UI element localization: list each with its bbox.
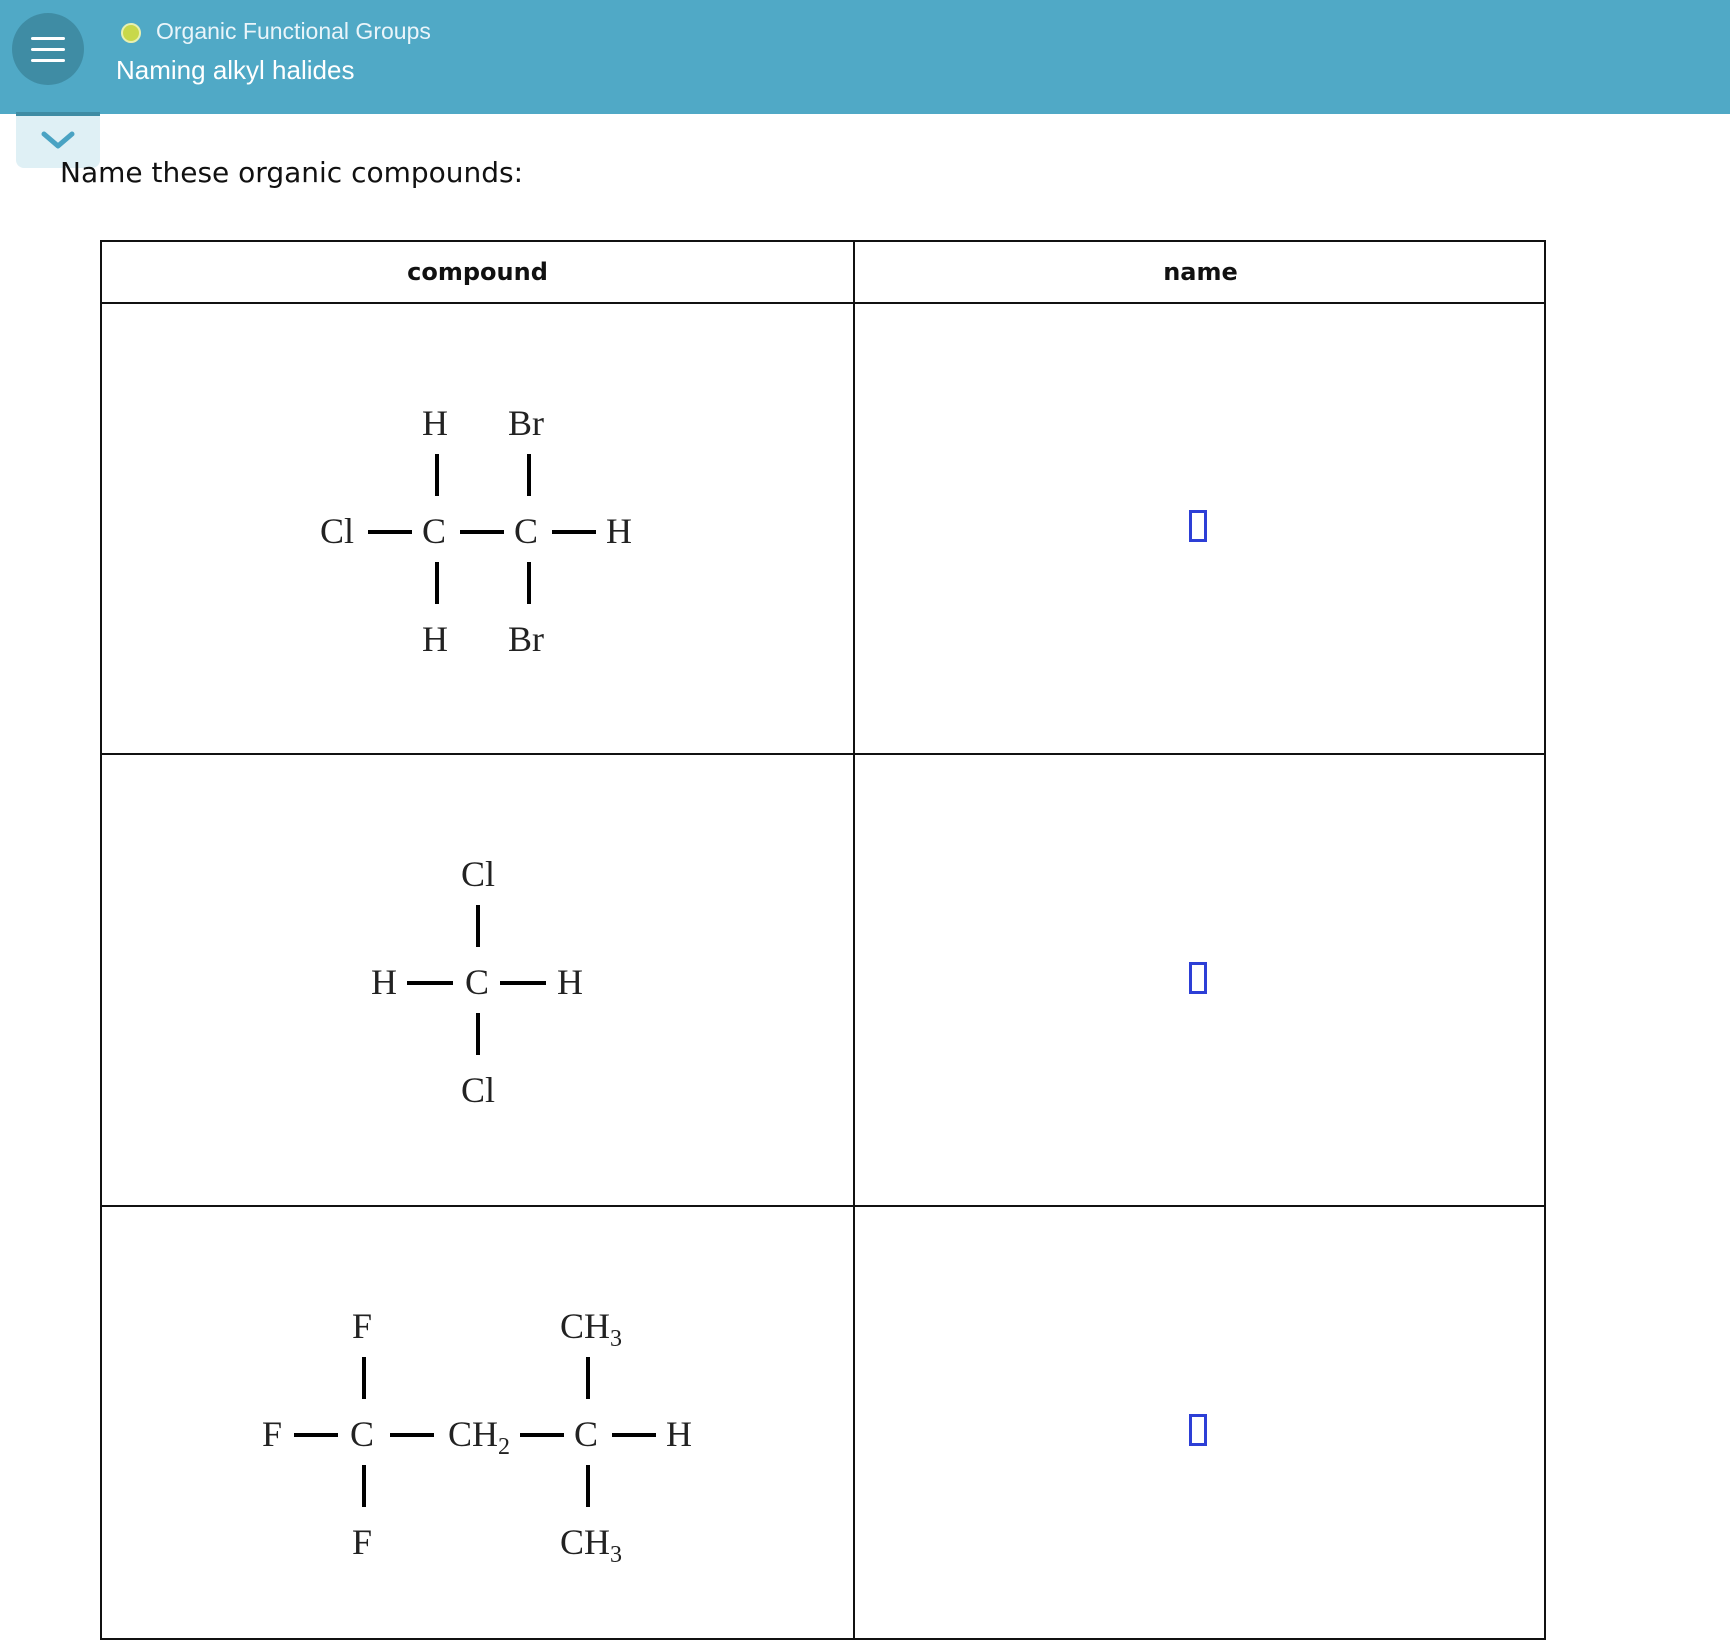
bond bbox=[527, 454, 531, 496]
bond bbox=[390, 1433, 434, 1437]
atom-cl: Cl bbox=[461, 854, 496, 894]
atom-ch: CH bbox=[560, 1306, 611, 1346]
subscript-3: 3 bbox=[610, 1542, 623, 1568]
bond bbox=[476, 905, 480, 947]
atom-c: C bbox=[465, 962, 490, 1002]
atom-c: C bbox=[422, 511, 447, 551]
compound-structure-1 bbox=[102, 304, 853, 753]
bond bbox=[294, 1433, 338, 1437]
subscript-3: 3 bbox=[610, 1326, 623, 1352]
bond bbox=[527, 562, 531, 604]
compounds-table bbox=[100, 240, 1546, 1640]
atom-h: H bbox=[666, 1414, 692, 1454]
header-compound: compound bbox=[407, 258, 548, 286]
column-divider bbox=[853, 242, 855, 1638]
bond bbox=[362, 1357, 366, 1399]
name-input-1[interactable] bbox=[1189, 510, 1207, 542]
bond bbox=[476, 1013, 480, 1055]
bond bbox=[460, 530, 504, 534]
atom-ch3 bbox=[560, 1521, 623, 1568]
atom-h: H bbox=[557, 962, 583, 1002]
name-input-3[interactable] bbox=[1189, 1414, 1207, 1446]
bond bbox=[612, 1433, 656, 1437]
atom-h: H bbox=[422, 403, 448, 443]
atom-h: H bbox=[371, 962, 397, 1002]
atom-br: Br bbox=[508, 403, 544, 443]
atom-f: F bbox=[352, 1522, 373, 1562]
atom-h: H bbox=[606, 511, 632, 551]
atom-ch: CH bbox=[448, 1414, 499, 1454]
atom-f: F bbox=[262, 1414, 283, 1454]
compound-structure-2 bbox=[102, 755, 853, 1205]
bond bbox=[520, 1433, 564, 1437]
bond bbox=[586, 1465, 590, 1507]
bond bbox=[435, 562, 439, 604]
atom-h: H bbox=[422, 619, 448, 659]
table-header-row bbox=[102, 242, 1544, 304]
top-bar bbox=[0, 0, 1730, 114]
bond bbox=[362, 1465, 366, 1507]
atom-ch2 bbox=[448, 1413, 511, 1460]
atom-ch: CH bbox=[560, 1522, 611, 1562]
subtopic-title: Naming alkyl halides bbox=[116, 55, 355, 85]
atom-c: C bbox=[574, 1414, 599, 1454]
bond bbox=[500, 981, 546, 985]
atom-c: C bbox=[514, 511, 539, 551]
atom-cl: Cl bbox=[320, 511, 355, 551]
instructions-text: Name these organic compounds: bbox=[60, 156, 524, 189]
bond bbox=[435, 454, 439, 496]
compound-structure-3 bbox=[102, 1207, 853, 1640]
topic-title: Organic Functional Groups bbox=[156, 18, 431, 44]
status-dot-icon bbox=[121, 23, 141, 43]
bond bbox=[407, 981, 453, 985]
menu-icon[interactable] bbox=[12, 13, 84, 85]
bond bbox=[552, 530, 596, 534]
header-name: name bbox=[1163, 258, 1238, 286]
atom-cl: Cl bbox=[461, 1070, 496, 1110]
atom-ch3 bbox=[560, 1305, 623, 1352]
atom-br: Br bbox=[508, 619, 544, 659]
name-input-2[interactable] bbox=[1189, 962, 1207, 994]
bond bbox=[368, 530, 412, 534]
atom-f: F bbox=[352, 1306, 373, 1346]
atom-c: C bbox=[350, 1414, 375, 1454]
bond bbox=[586, 1357, 590, 1399]
subscript-2: 2 bbox=[498, 1434, 511, 1460]
